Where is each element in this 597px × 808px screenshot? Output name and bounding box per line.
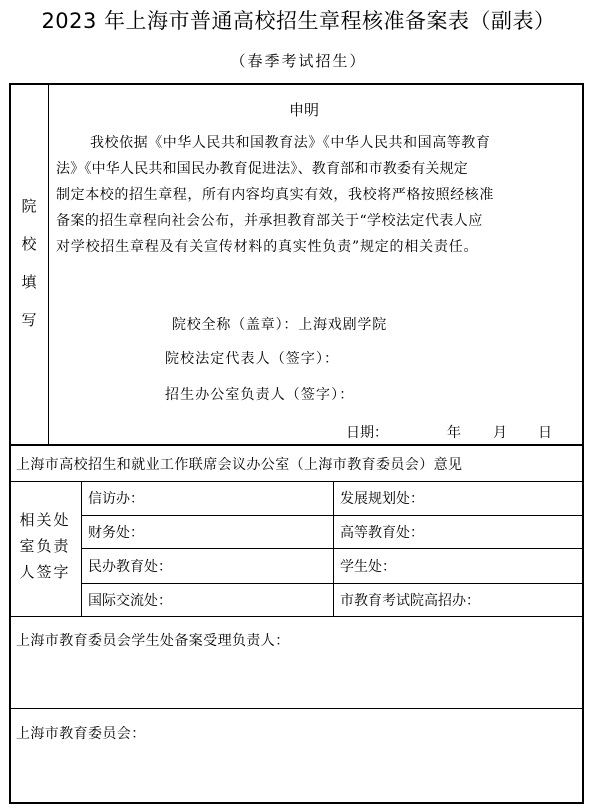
side-char-4: 写 <box>21 311 37 329</box>
form-subtitle: （春季考试招生） <box>230 52 367 70</box>
final-label: 上海市教育委员会： <box>16 726 146 742</box>
committee-heading: 上海市高校招生和就业工作联席会议办公室（上海市教育委员会）意见 <box>16 457 463 473</box>
cell-gaodeng: 高等教育处： <box>340 525 424 541</box>
committee-side-label: 相关处室负责人签字 <box>19 511 71 581</box>
grid-side-divider <box>81 481 82 616</box>
cell-guoji: 国际交流处： <box>88 593 172 609</box>
cell-xinfang: 信访办： <box>88 491 144 507</box>
side-char-1: 院 <box>21 197 37 215</box>
committee-heading-line <box>10 481 583 482</box>
side-char-2: 校 <box>21 235 37 253</box>
legal-representative-line: 院校法定代表人（签字）： <box>165 351 340 367</box>
form-title: 2023 年上海市普通高校招生章程核准备案表（副表） <box>41 9 556 33</box>
grid-bottom-line <box>10 616 583 617</box>
cell-xuesheng: 学生处： <box>340 559 396 575</box>
date-year: 年 <box>447 425 461 441</box>
school-section-divider <box>48 84 49 444</box>
statement-title: 申明 <box>289 101 320 119</box>
grid-middle-divider <box>333 481 334 616</box>
statement-line-2: 法》《中华人民共和国民办教育促进法》、教育部和市教委有关规定 <box>56 161 468 177</box>
cell-fazhan: 发展规划处： <box>340 491 424 507</box>
record-label: 上海市教育委员会学生处备案受理负责人： <box>16 633 290 649</box>
side-char-3: 填 <box>21 273 37 291</box>
date-month: 月 <box>493 425 507 441</box>
statement-line-5: 对学校招生章程及有关宣传材料的真实性负责”规定的相关责任。 <box>56 239 479 255</box>
cell-caiwu: 财务处： <box>88 525 144 541</box>
date-day: 日 <box>538 425 552 441</box>
record-section-line <box>10 708 583 709</box>
school-side-label <box>12 196 46 348</box>
statement-line-4: 备案的招生章程向社会公布，并承担教育部关于“学校法定代表人应 <box>56 213 483 229</box>
date-label: 日期： <box>346 425 388 441</box>
school-section-bottom-line <box>10 444 583 446</box>
school-name-line: 院校全称（盖章）：上海戏剧学院 <box>172 317 387 333</box>
admission-head-line: 招生办公室负责人（签字）： <box>165 387 355 403</box>
statement-line-3: 制定本校的招生章程，所有内容均真实有效，我校将严格按照经核准 <box>56 187 494 203</box>
statement-line-1: 我校依据《中华人民共和国教育法》《中华人民共和国高等教育 <box>90 135 491 151</box>
cell-minban: 民办教育处： <box>88 559 172 575</box>
cell-kaoshiyuan: 市教育考试院高招办： <box>340 593 480 609</box>
